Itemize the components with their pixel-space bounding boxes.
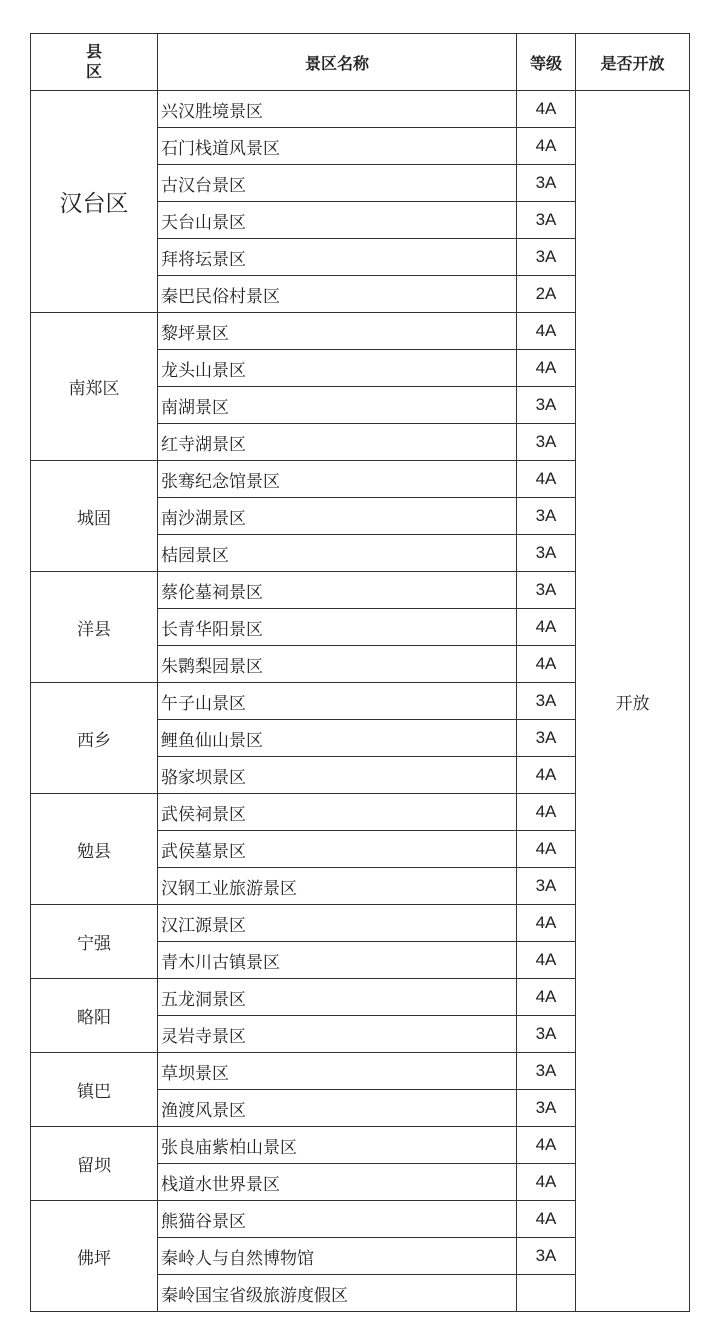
scenic-name-cell: 蔡伦墓祠景区 xyxy=(158,572,517,609)
level-cell: 3A xyxy=(517,239,576,276)
scenic-name-cell: 红寺湖景区 xyxy=(158,424,517,461)
table-row xyxy=(31,91,690,128)
county-cell: 汉台区 xyxy=(31,91,158,313)
scenic-name-cell: 张骞纪念馆景区 xyxy=(158,461,517,498)
level-cell: 4A xyxy=(517,1164,576,1201)
scenic-name-cell: 午子山景区 xyxy=(158,683,517,720)
scenic-name-cell: 兴汉胜境景区 xyxy=(158,91,517,128)
level-cell: 3A xyxy=(517,683,576,720)
header-level: 等级 xyxy=(517,34,576,91)
level-cell: 3A xyxy=(517,720,576,757)
scenic-name-cell: 秦岭国宝省级旅游度假区 xyxy=(158,1275,517,1312)
table-body xyxy=(31,91,690,1312)
scenic-name-cell: 天台山景区 xyxy=(158,202,517,239)
level-cell: 3A xyxy=(517,165,576,202)
scenic-name-cell: 灵岩寺景区 xyxy=(158,1016,517,1053)
scenic-name-cell: 龙头山景区 xyxy=(158,350,517,387)
scenic-name-cell: 古汉台景区 xyxy=(158,165,517,202)
level-cell: 4A xyxy=(517,942,576,979)
scenic-name-cell: 秦岭人与自然博物馆 xyxy=(158,1238,517,1275)
level-cell: 3A xyxy=(517,868,576,905)
scenic-name-cell: 骆家坝景区 xyxy=(158,757,517,794)
scenic-name-cell: 张良庙紫柏山景区 xyxy=(158,1127,517,1164)
level-cell: 4A xyxy=(517,350,576,387)
scenic-name-cell: 栈道水世界景区 xyxy=(158,1164,517,1201)
level-cell: 4A xyxy=(517,831,576,868)
scenic-name-cell: 秦巴民俗村景区 xyxy=(158,276,517,313)
scenic-name-cell: 桔园景区 xyxy=(158,535,517,572)
scenic-name-cell: 武侯祠景区 xyxy=(158,794,517,831)
scenic-name-cell: 南沙湖景区 xyxy=(158,498,517,535)
header-name: 景区名称 xyxy=(158,34,517,91)
county-cell: 城固 xyxy=(31,461,158,572)
scenic-name-cell: 南湖景区 xyxy=(158,387,517,424)
level-cell: 4A xyxy=(517,461,576,498)
county-cell: 略阳 xyxy=(31,979,158,1053)
level-cell: 4A xyxy=(517,979,576,1016)
level-cell: 4A xyxy=(517,1127,576,1164)
level-cell: 4A xyxy=(517,905,576,942)
level-cell: 3A xyxy=(517,1053,576,1090)
level-cell: 4A xyxy=(517,91,576,128)
level-cell: 4A xyxy=(517,1201,576,1238)
scenic-name-cell: 熊猫谷景区 xyxy=(158,1201,517,1238)
level-cell: 4A xyxy=(517,128,576,165)
scenic-name-cell: 五龙洞景区 xyxy=(158,979,517,1016)
scenic-name-cell: 石门栈道风景区 xyxy=(158,128,517,165)
header-county-line1: 县 xyxy=(85,42,102,61)
level-cell: 3A xyxy=(517,535,576,572)
scenic-name-cell: 黎坪景区 xyxy=(158,313,517,350)
level-cell: 3A xyxy=(517,424,576,461)
level-cell: 4A xyxy=(517,794,576,831)
scenic-name-cell: 汉江源景区 xyxy=(158,905,517,942)
county-cell: 洋县 xyxy=(31,572,158,683)
level-cell: 3A xyxy=(517,572,576,609)
scenic-name-cell: 草坝景区 xyxy=(158,1053,517,1090)
scenic-name-cell: 青木川古镇景区 xyxy=(158,942,517,979)
county-cell: 南郑区 xyxy=(31,313,158,461)
level-cell: 3A xyxy=(517,1238,576,1275)
scenic-name-cell: 渔渡风景区 xyxy=(158,1090,517,1127)
county-cell: 勉县 xyxy=(31,794,158,905)
level-cell: 3A xyxy=(517,498,576,535)
level-cell: 3A xyxy=(517,1090,576,1127)
level-cell: 2A xyxy=(517,276,576,313)
header-row xyxy=(31,34,690,91)
level-cell: 4A xyxy=(517,313,576,350)
scenic-name-cell: 武侯墓景区 xyxy=(158,831,517,868)
scenic-name-cell: 汉钢工业旅游景区 xyxy=(158,868,517,905)
scenic-name-cell: 朱鹮梨园景区 xyxy=(158,646,517,683)
level-cell: 4A xyxy=(517,646,576,683)
county-cell: 留坝 xyxy=(31,1127,158,1201)
scenic-name-cell: 鲤鱼仙山景区 xyxy=(158,720,517,757)
level-cell: 4A xyxy=(517,609,576,646)
level-cell: 4A xyxy=(517,757,576,794)
level-cell: 3A xyxy=(517,387,576,424)
level-cell: 3A xyxy=(517,202,576,239)
county-cell: 西乡 xyxy=(31,683,158,794)
scenic-spots-table xyxy=(30,33,690,1312)
open-status-cell: 开放 xyxy=(576,91,690,1312)
level-cell: 3A xyxy=(517,1016,576,1053)
county-cell: 佛坪 xyxy=(31,1201,158,1312)
level-cell xyxy=(517,1275,576,1312)
header-county-line2: 区 xyxy=(85,62,102,81)
scenic-name-cell: 拜将坛景区 xyxy=(158,239,517,276)
scenic-name-cell: 长青华阳景区 xyxy=(158,609,517,646)
header-open: 是否开放 xyxy=(576,34,690,91)
county-cell: 宁强 xyxy=(31,905,158,979)
county-cell: 镇巴 xyxy=(31,1053,158,1127)
header-county xyxy=(31,34,158,91)
